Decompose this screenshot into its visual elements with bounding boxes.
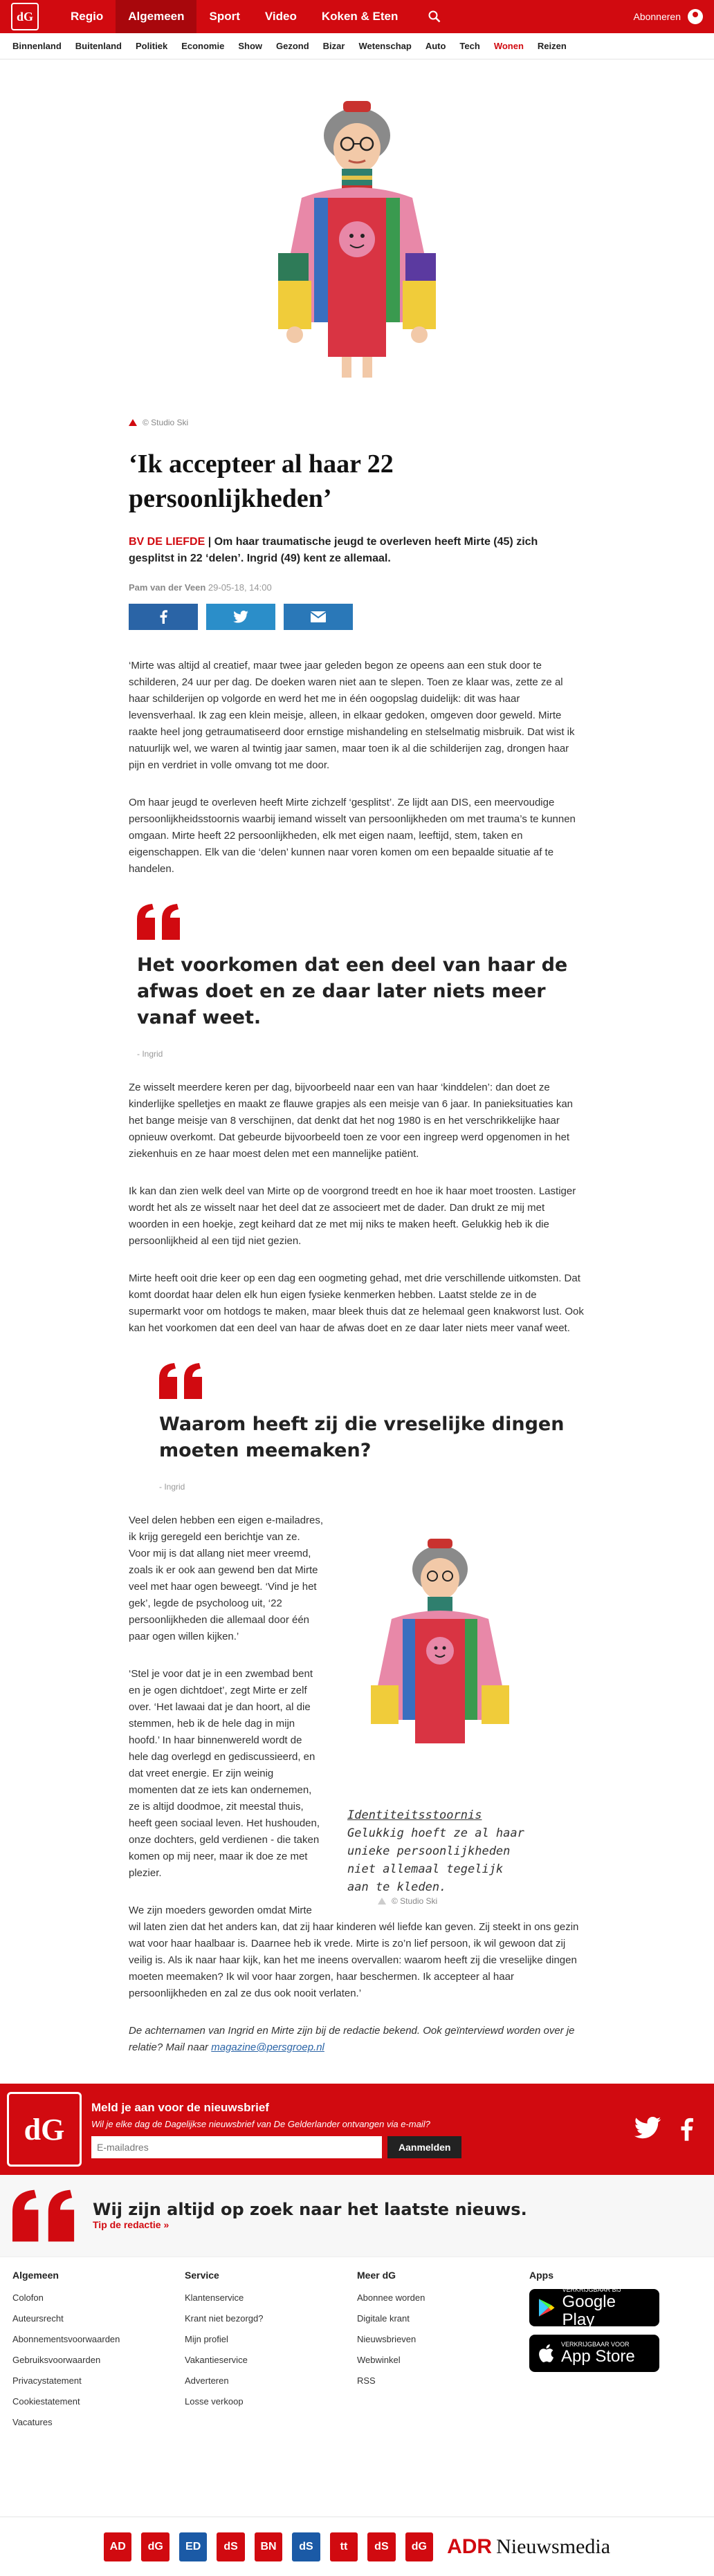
site-logo[interactable]: dG: [11, 3, 39, 30]
subnav-show[interactable]: Show: [238, 41, 262, 51]
footer-link[interactable]: Mijn profiel: [185, 2334, 228, 2344]
app-store-small: VERKRIJGBAAR VOOR: [561, 2341, 630, 2348]
paragraph: Om haar jeugd te overleven heeft Mirte zichzelf ‘gesplitst’. Ze lijdt aan DIS, een meervoudige persoonlijkheidsstoornis waarbij iemand wisselt van persoonlijkheden om met trauma’s te kunnen omgaan. Mirte heeft 22 persoonlijkheden, elk met eigen naam, leeftijd, stem, taken en eigenschappen. Elk van die ‘delen’ kunnen naar voren komen om een bepaalde situatie af te handelen.: [129, 797, 576, 875]
app-store-text: [561, 2341, 635, 2366]
article-tag[interactable]: BV DE LIEFDE: [129, 536, 205, 548]
subnav-buitenland[interactable]: Buitenland: [75, 41, 122, 51]
closing-note: [129, 2023, 585, 2056]
subnav-auto[interactable]: Auto: [425, 41, 446, 51]
tip-link[interactable]: Tip de redactie »: [93, 2219, 170, 2230]
footer-link[interactable]: Webwinkel: [357, 2355, 401, 2365]
paragraph: Ze wisselt meerdere keren per dag, bijvoorbeeld naar een van haar ‘kinddelen’: dan doet ze kinderlijke spelletjes en maakt ze flauwe grapjes als een meisje van 6 jaar. In panieksituaties kan het bange meisje van 8 verschijnen, dat denkt dat het nog 1980 is en het verschrikkelijke haar opnieuw overkomt. Dat gebeurde bijvoorbeeld toen ze voor een ingreep werd opgenomen in het ziekenhuis en ze haar moest delen met een mannelijke patiënt.: [129, 1082, 574, 1160]
handwritten-note: [347, 1806, 585, 1896]
footer-link[interactable]: Abonnementsvoorwaarden: [12, 2334, 120, 2344]
brand-logo[interactable]: dS: [217, 2532, 244, 2561]
subnav-tech[interactable]: Tech: [459, 41, 480, 51]
handwritten-line: aan te kleden.: [347, 1880, 447, 1894]
news-tip-banner: [0, 2175, 714, 2257]
subnav-reizen[interactable]: Reizen: [537, 41, 567, 51]
inset-section: [129, 1512, 585, 2002]
newsletter-logo: dG: [7, 2092, 82, 2167]
footer-link[interactable]: Klantenservice: [185, 2292, 244, 2303]
envelope-icon: [311, 611, 326, 622]
tip-title: Wij zijn altijd op zoek naar het laatste nieuws.: [93, 2200, 527, 2219]
photo-credit-icon: [129, 419, 137, 426]
nav-item-koken-eten[interactable]: Koken & Eten: [321, 10, 399, 23]
subnav-politiek[interactable]: Politiek: [135, 41, 168, 51]
pull-quote: [129, 904, 585, 1059]
google-play-big: Google Play: [562, 2292, 616, 2329]
subnav-wonen[interactable]: Wonen: [493, 41, 524, 51]
article-title: ‘Ik accepteer al haar 22 persoonlijkheden’: [129, 450, 394, 513]
footer-heading: Apps: [529, 2270, 553, 2281]
subnav-wetenschap[interactable]: Wetenschap: [358, 41, 412, 51]
subnav-economie[interactable]: Economie: [181, 41, 225, 51]
tip-content: [93, 2200, 527, 2232]
subscribe-link[interactable]: [633, 9, 703, 24]
paragraph: ‘Stel je voor dat je in een zwembad bent en je ogen dichtdoet’, zegt Mirte er zelf over. ‘Het lawaai dat je dan hoort, al die stemmen, heb ik de hele dag in mijn hoofd.’ In haar binnenwereld wordt de hele dag overlegd en gediscussieerd, en dat vreet energie. Er zijn weinig momenten dat ze iets kan ondernemen, ze is altijd doodmoe, zit meestal thuis, heeft geen sociaal leven. Het hushouden, onze dochters, geld verdienen - die taken komen op mij neer, maar ik doe ze met plezier.: [129, 1668, 320, 1879]
inset-woman-illustration: [336, 1533, 571, 1803]
search-button[interactable]: [424, 6, 445, 27]
pull-quote-cite: - Ingrid: [137, 1049, 163, 1059]
facebook-icon: [159, 610, 167, 624]
quote-mark-icon: [137, 904, 181, 940]
social-links: [634, 2117, 693, 2142]
footer-link[interactable]: Cookiestatement: [12, 2396, 80, 2407]
lead-separator: |: [208, 536, 214, 548]
quote-mark-icon: [12, 2189, 76, 2242]
email-input[interactable]: [91, 2136, 382, 2158]
nav-item-regio[interactable]: Regio: [71, 10, 104, 23]
footer-link[interactable]: Adverteren: [185, 2375, 229, 2386]
google-play-icon: [538, 2298, 556, 2317]
footer-link[interactable]: Nieuwsbrieven: [357, 2334, 416, 2344]
brand-logo[interactable]: dS: [292, 2532, 320, 2561]
handwritten-title: Identiteitsstoornis: [347, 1808, 482, 1822]
google-play-small: VERKRIJGBAAR BIJ: [562, 2286, 621, 2293]
footer-column-algemeen: [12, 2270, 185, 2517]
paragraph: Mirte heeft ooit drie keer op een dag een oogmeting gehad, met drie verschillende uitkomsten. Dat komt doordat haar delen elk hun eigen fysieke kenmerken hebben. Laatst stelde ze in de supermarkt voor om hotdogs te maken, maar bleek thuis dat ze helemaal geen knakworst lust. Ook kan het voorkomen dat een deel van haar de afwas doet en ze daar later niets meer vanaf weet.: [129, 1272, 584, 1334]
article-body: [129, 658, 585, 2056]
photo-credit-icon: [378, 1898, 386, 1905]
footer-link[interactable]: Losse verkoop: [185, 2396, 244, 2407]
twitter-icon[interactable]: [634, 2117, 661, 2139]
footer-column-meer-dg: [357, 2270, 529, 2517]
hero-caption-text: © Studio Ski: [143, 418, 189, 427]
share-twitter-button[interactable]: [206, 604, 275, 630]
share-facebook-button[interactable]: [129, 604, 198, 630]
footer-link[interactable]: Gebruiksvoorwaarden: [12, 2355, 101, 2365]
newsletter-subtitle: Wil je elke dag de Dagelijkse nieuwsbrief van De Gelderlander ontvangen via e-mail?: [91, 2118, 430, 2129]
article: [129, 59, 585, 2056]
subnav-binnenland[interactable]: Binnenland: [12, 41, 62, 51]
closing-note-text: De achternamen van Ingrid en Mirte zijn bij de redactie bekend. Ook geïnterviewd worden over je relatie? Mail naar: [129, 2025, 575, 2053]
footer-link[interactable]: RSS: [357, 2375, 376, 2386]
twitter-icon: [233, 611, 248, 623]
brand-logo[interactable]: tt: [330, 2532, 358, 2561]
subscribe-label: Abonneren: [633, 11, 681, 22]
google-play-text: [562, 2286, 651, 2329]
article-lead: [129, 534, 585, 567]
footer-link[interactable]: Colofon: [12, 2292, 44, 2303]
google-play-button[interactable]: [529, 2286, 659, 2329]
adr-logo-mark: ADR: [447, 2535, 493, 2558]
share-email-button[interactable]: [284, 604, 353, 630]
apple-icon: [538, 2344, 554, 2363]
brand-logo[interactable]: ED: [179, 2532, 207, 2561]
subnav-gezond[interactable]: Gezond: [276, 41, 309, 51]
author-name[interactable]: Pam van der Veen: [129, 582, 206, 593]
footer-link[interactable]: Vacatures: [12, 2417, 53, 2427]
hero-caption: [129, 418, 585, 427]
top-navigation-bar: [0, 0, 714, 33]
sub-navigation: [0, 33, 714, 59]
newsletter-form: [91, 2136, 634, 2158]
footer: [0, 2257, 714, 2517]
hero-illustration: [129, 59, 585, 384]
inset-caption: [378, 1896, 585, 1906]
footer-link[interactable]: Abonnee worden: [357, 2292, 425, 2303]
facebook-icon[interactable]: [679, 2117, 693, 2142]
nav-item-algemeen[interactable]: Algemeen: [116, 0, 196, 33]
nav-item-sport[interactable]: Sport: [209, 10, 240, 23]
paragraph: We zijn moeders geworden omdat Mirte wil laten zien dat het anders kan, dat zij haar kinderen wél liefde kan geven. Zij steekt in ons gezin wat voor haar haalbaar is. Daarnee heb ik vrede. Mirte is zo’n lief persoon, ik wil gewoon dat zij veilig is. Als ik naar haar kijk, kan het me ineens overvallen: waarom heeft zij die vreselijke dingen moeten meemaken? Ik wil voor haar zorgen, haar beschermen. Ik accepteer al haar persoonlijkheden en zal ze dus ook nooit verlaten.’: [129, 1905, 579, 1999]
lead-text: Om haar traumatische jeugd te overleven heeft Mirte (45) zich gesplitst in 22 ‘delen’. Ingrid (49) kent ze allemaal.: [129, 536, 538, 564]
handwritten-line: unieke persoonlijkheden: [347, 1844, 511, 1858]
quote-mark-icon: [159, 1363, 203, 1399]
inset-illustration: [336, 1533, 585, 1906]
app-store-big: App Store: [561, 2347, 635, 2366]
footer-link[interactable]: Privacystatement: [12, 2375, 82, 2386]
brand-logo[interactable]: AD: [104, 2532, 131, 2561]
share-buttons: [129, 604, 585, 630]
woman-illustration: [253, 94, 461, 384]
footer-link[interactable]: Digitale krant: [357, 2313, 410, 2324]
footer-heading: Service: [185, 2270, 219, 2281]
pull-quote: [151, 1363, 585, 1492]
brand-logo[interactable]: BN: [255, 2532, 282, 2561]
pull-quote-cite: - Ingrid: [159, 1482, 185, 1492]
footer-heading: Meer dG: [357, 2270, 396, 2281]
brand-logos: [0, 2517, 714, 2576]
newsletter-content: [91, 2101, 634, 2158]
brand-logo[interactable]: dS: [367, 2532, 395, 2561]
footer-link[interactable]: Auteursrecht: [12, 2313, 64, 2324]
paragraph: Ik kan dan zien welk deel van Mirte op de voorgrond treedt en hoe ik haar moet troosten. Lastiger wordt het als ze wisselt naar het deel dat ze associeert met de dader. Dan drukt ze mij met woorden in een hoekje, zegt keihard dat ze met mij niks te maken heeft. Gelukkig heb ik die persoonlijkheid al een tijd niet gezien.: [129, 1185, 576, 1247]
user-icon[interactable]: [688, 9, 703, 24]
main-nav: [58, 0, 410, 33]
handwritten-line: Gelukkig hoeft ze al haar: [347, 1826, 524, 1840]
paragraph: ‘Mirte was altijd al creatief, maar twee jaar geleden begon ze opeens aan een stuk door te schilderen, 24 uur per dag. De doeken waren niet aan te slepen. Toen ze klaar was, zette ze al haar schilderijen op volgorde en werd het me in één oogopslag duidelijk: dit was haar levensverhaal. Ik zag een klein meisje, alleen, in elkaar gedoken, omgeven door geweld. Mirte raakte heel jong getraumatiseerd door ernstige mishandeling en stelselmatig misbruik. Dat wist ik natuurlijk wel, we waren al twintig jaar samen, maar toen ik al die schilderijen zag, drongen haar pijn en verdriet in volle omvang tot me door.: [129, 660, 575, 771]
tip-link-label: Tip de redactie: [93, 2219, 161, 2230]
adr-logo-text: Nieuwsmedia: [496, 2535, 611, 2558]
pull-quote-text: Waarom heeft zij die vreselijke dingen moeten meemaken?: [159, 1414, 565, 1461]
search-icon: [428, 10, 441, 23]
paragraph: Veel delen hebben een eigen e-mailadres, ik krijg geregeld een berichtje van ze. Voor mij is dat allang niet meer vreemd, zoals ik er ook aan gewend ben dat Mirte veel met haar ogen beweegt. ‘Vind je het gek’, legde de psycholoog uit, ‘22 persoonlijkheden die allemaal door één paar ogen willen kijken.’: [129, 1514, 324, 1642]
footer-link[interactable]: Vakantieservice: [185, 2355, 248, 2365]
adr-nieuwsmedia-logo[interactable]: [447, 2535, 610, 2559]
subscribe-newsletter-button[interactable]: Aanmelden: [387, 2136, 461, 2158]
footer-column-apps: [529, 2270, 702, 2517]
pull-quote-text: Het voorkomen dat een deel van haar de afwas doet en ze daar later niets meer vanaf weet.: [137, 954, 568, 1028]
publish-date: 29-05-18, 14:00: [208, 582, 272, 593]
app-store-button[interactable]: [529, 2335, 659, 2372]
subnav-bizar[interactable]: Bizar: [322, 41, 345, 51]
byline: [129, 582, 585, 593]
email-link[interactable]: magazine@persgroep.nl: [211, 2041, 324, 2053]
handwritten-line: niet allemaal tegelijk: [347, 1862, 504, 1876]
brand-logo[interactable]: dG: [141, 2532, 169, 2561]
newsletter-title: Meld je aan voor de nieuwsbrief: [91, 2100, 269, 2114]
footer-heading: Algemeen: [12, 2270, 59, 2281]
footer-column-service: [185, 2270, 357, 2517]
footer-link[interactable]: Krant niet bezorgd?: [185, 2313, 264, 2324]
brand-logo[interactable]: dG: [405, 2532, 433, 2561]
nav-item-video[interactable]: Video: [264, 10, 297, 23]
newsletter-banner: [0, 2084, 714, 2175]
inset-caption-text: © Studio Ski: [392, 1896, 438, 1906]
